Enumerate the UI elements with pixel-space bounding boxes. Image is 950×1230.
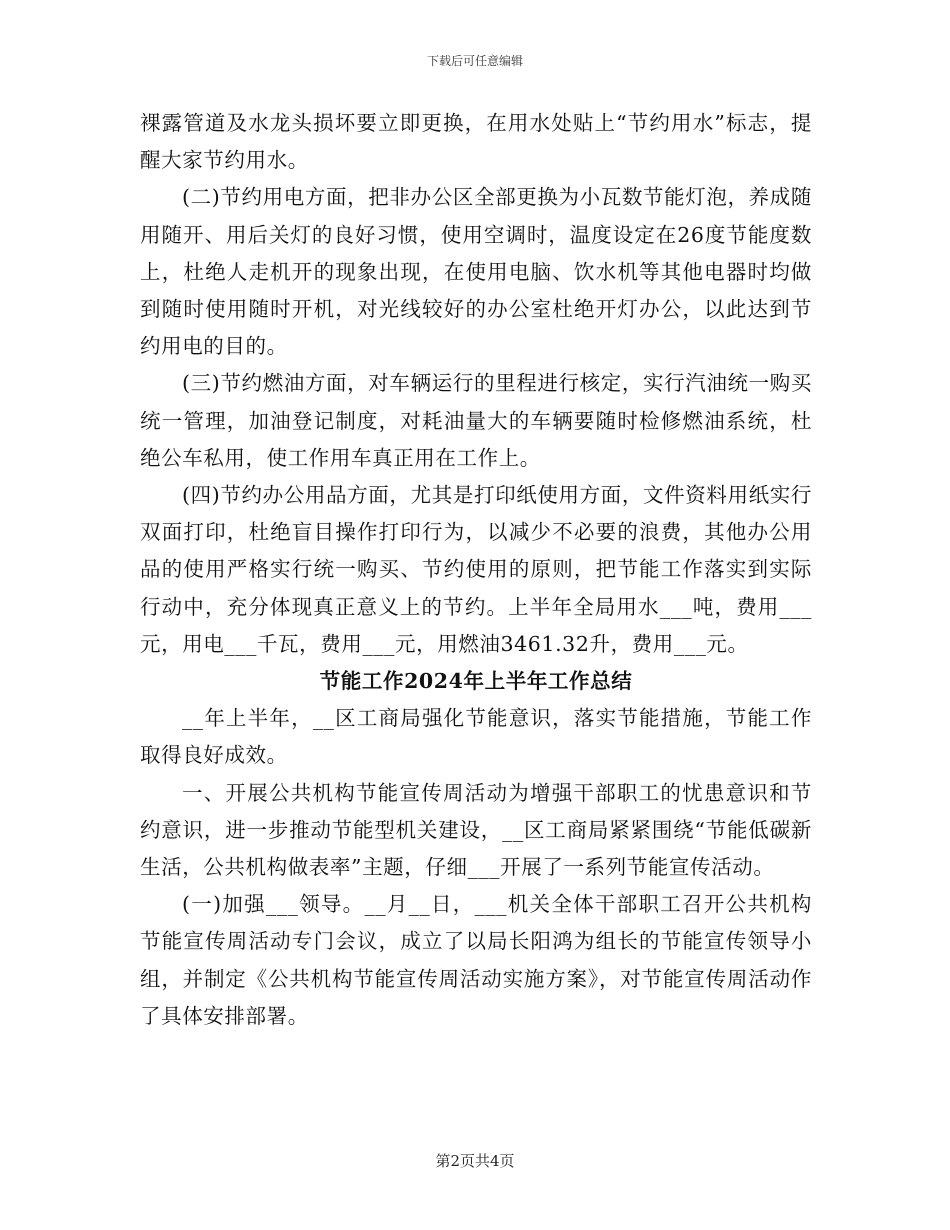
paragraph-electricity-saving: (二)节约用电方面，把非办公区全部更换为小瓦数节能灯泡，养成随用随开、用后关灯的良好习惯，使用空调时，温度设定在26度节能度数上，杜绝人走机开的现象出现，在使用电脑、饮水机等其他电器时均做到随时使用随时开机，对光线较好的办公室杜绝开灯办公，以此达到节约用电的目的。 — [140, 185, 812, 359]
page-number-footer: 第2页共4页 — [435, 1152, 515, 1170]
paragraph-fuel-saving: (三)节约燃油方面，对车辆运行的里程进行核定，实行汽油统一购买统一管理，加油登记制度，对耗油量大的车辆要随时检修燃油系统，杜绝公车私用，使工作用车真正用在工作上。 — [140, 371, 812, 470]
page-header-note: 下载后可任意编辑 — [426, 54, 523, 68]
paragraph-office-supplies-saving: (四)节约办公用品方面，尤其是打印纸使用方面，文件资料用纸实行双面打印，杜绝盲目操作打印行为，以减少不必要的浪费，其他办公用品的使用严格实行统一购买、节约使用的原则，把节能工作落实到实际行动中，充分体现真正意义上的节约。上半年全局用水___吨，费用___元，用电___千瓦，费用___元，用燃油3461.32升，费用___元。 — [140, 483, 812, 656]
paragraph-publicity-week: 一、开展公共机构节能宣传周活动为增强干部职工的忧患意识和节约意识，进一步推动节能型机关建设，__区工商局紧紧围绕“节能低碳新生活，公共机构做表率”主题，仔细___开展了一系列节能宣传活动。 — [140, 780, 812, 880]
paragraph-leadership: (一)加强___领导。__月__日，___机关全体干部职工召开公共机构节能宣传周活动专门会议，成立了以局长阳鸿为组长的节能宣传领导小组，并制定《公共机构节能宣传周活动实施方案》，对节能宣传周活动作了具体安排部署。 — [140, 892, 812, 1028]
paragraph-summary-intro: __年上半年，__区工商局强化节能意识，落实节能措施，节能工作取得良好成效。 — [140, 706, 812, 768]
section-title: 节能工作2024年上半年工作总结 — [319, 669, 633, 694]
document-body — [140, 105, 812, 1035]
paragraph-water-saving: 裸露管道及水龙头损坏要立即更换，在用水处贴上“节约用水”标志，提醒大家节约用水。 — [140, 111, 812, 173]
